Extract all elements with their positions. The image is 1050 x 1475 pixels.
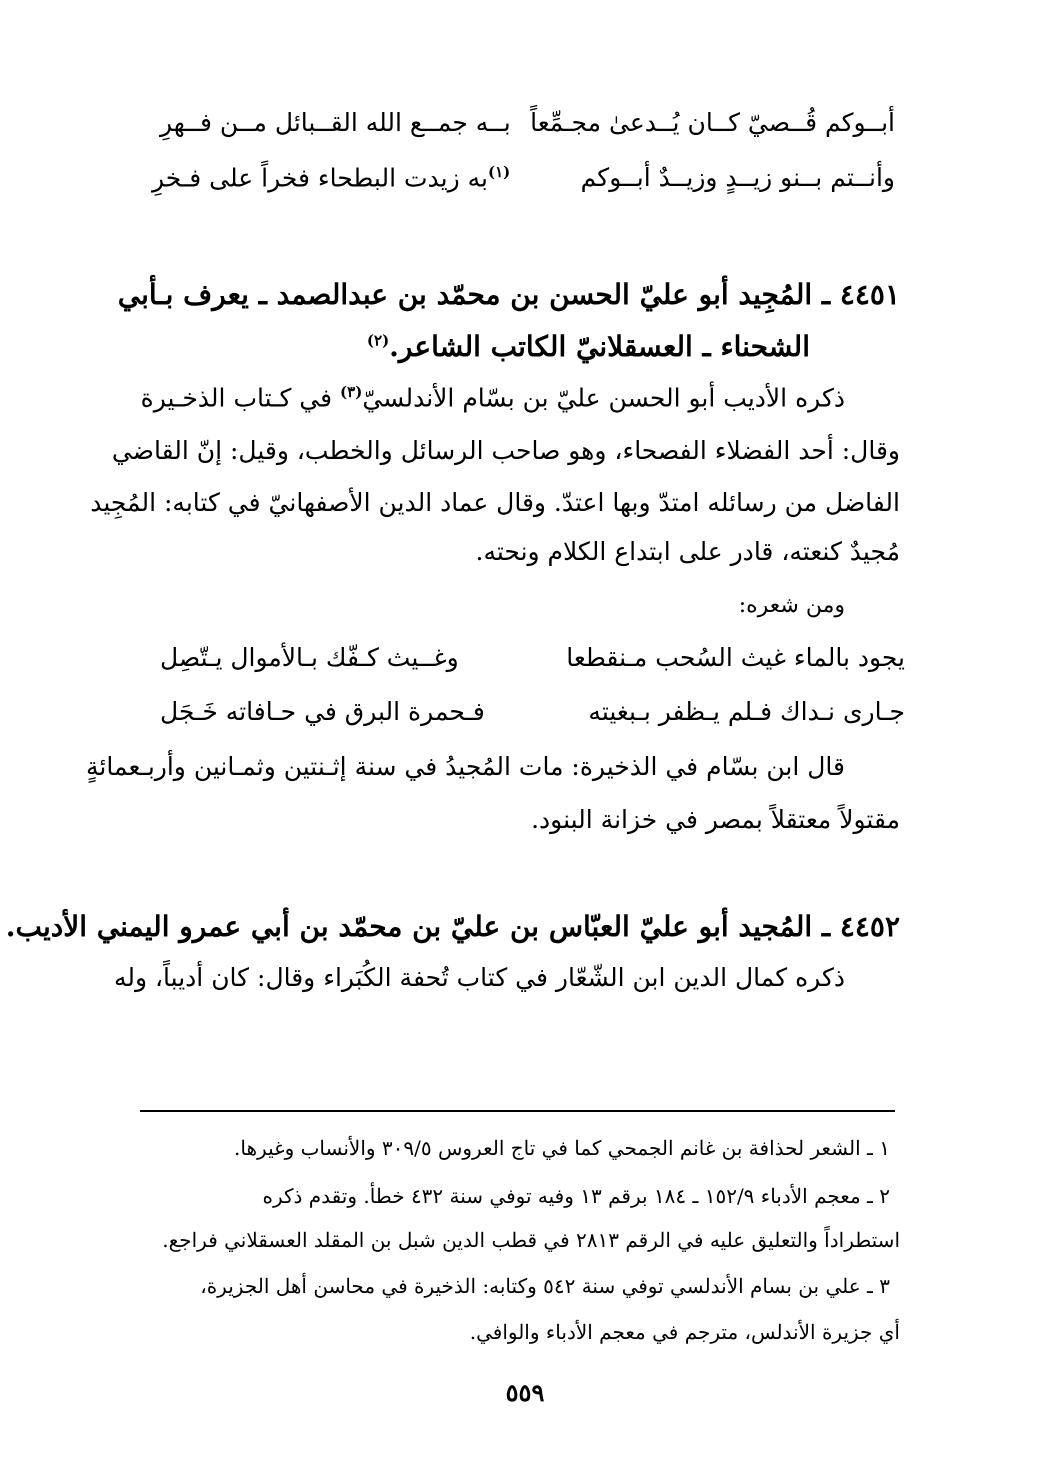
footnote-ref: (٣) — [340, 383, 363, 401]
page-number: ٥٥٩ — [505, 1378, 545, 1407]
footnote-divider — [140, 1110, 895, 1112]
verse-hemistich-second: فـحمرة البرق في حـافاته خَـجَل — [160, 697, 485, 726]
entry-4451-title-line2: الشحناء ـ العسقلانيّ الكاتب الشاعر.$^{(٢)}$ — [366, 330, 810, 363]
entry-4452-title: ٤٤٥٢ ـ المُجيد أبو عليّ العبّاس بن عليّ بن محمّد بن أبي عمرو اليمني الأديب. — [5, 910, 900, 943]
verse-hemistich-second: وغــيث كـفّك بـالأموال يـتّصِل — [160, 643, 459, 672]
verse-top-2 — [152, 163, 895, 197]
verse-top-1 — [160, 108, 895, 142]
verse-4451-1 — [160, 643, 905, 677]
footnote-2: ٢ ـ معجم الأدباء ١٥٢/٩ ـ ١٨٤ برقم ١٣ وفيه توفي سنة ٤٣٢ خطأ. وتقدم ذكره — [262, 1184, 890, 1208]
footnote-3-cont: أي جزيرة الأندلس، مترجم في معجم الأدباء والوافي. — [469, 1320, 900, 1344]
entry-4452-line1: ذكره كمال الدين ابن الشّعّار في كتاب تُحفة الكُبَراء وقال: كان أديباً، وله — [113, 963, 845, 992]
entry-4451-para1-line1: ذكره الأديب أبو الحسن عليّ بن بسّام الأندلسيّ$^{(٣)}$ في كـتاب الذخـيرة — [140, 383, 845, 413]
verse-hemistich-second: $^{(١)}$به زيدت البطحاء فخراً على فـخرِ — [152, 163, 511, 193]
verse-hemistich-second: بــه جمــع الله القــبائل مــن فــهرِ — [160, 108, 511, 137]
entry-4451-para1-line2: وقال: أحد الفضلاء الفصحاء، وهو صاحب الرسائل والخطب، وقيل: إنّ القاضي — [111, 436, 900, 465]
entry-4451-para1-line3: الفاضل من رسائله امتدّ وبها اعتدّ. وقال عماد الدين الأصفهانيّ في كتابه: المُجِيد — [90, 488, 900, 517]
verse-hemistich-first: أبــوكم قُــصيّ كــان يُــدعىٰ مجـمِّعاً — [530, 108, 895, 137]
verse-hemistich-first: جـارى نـداك فـلم يـظفر بـبغيته — [588, 697, 905, 726]
verse-4451-2 — [160, 697, 905, 731]
footnote-1: ١ ـ الشعر لحذافة بن غانم الجمحي كما في تاج العروس ٣٠٩/٥ والأنساب وغيرها. — [234, 1136, 890, 1160]
verse-hemistich-first: يجود بالماء غيث السُحب مـنقطعا — [566, 643, 905, 672]
footnote-2-cont: استطراداً والتعليق عليه في الرقم ٢٨١٣ في قطب الدين شبل بن المقلد العسقلاني فراجع. — [162, 1228, 900, 1252]
entry-4451-para1-line4: مُجيدٌ كنعته، قادر على ابتداع الكلام ونحته. — [475, 537, 900, 566]
poetry-intro: ومن شعره: — [738, 593, 845, 618]
footnote-3: ٣ ـ علي بن بسام الأندلسي توفي سنة ٥٤٢ وكتابه: الذخيرة في محاسن أهل الجزيرة، — [200, 1274, 890, 1298]
entry-4451-para2-line1: قال ابن بسّام في الذخيرة: مات المُجيدُ في سنة إثـنتين وثمـانين وأربـعمائةٍ — [86, 752, 845, 781]
footnote-ref: (٢) — [366, 331, 390, 350]
footnote-ref: (١) — [487, 163, 511, 181]
verse-hemistich-first: وأنــتم بــنو زيــدٍ وزيــدٌ أبــوكم — [580, 163, 895, 192]
entry-4451-para2-line2: مقتولاً معتقلاً بمصر في خزانة البنود. — [531, 805, 900, 834]
entry-4451-title-line1: ٤٤٥١ ـ المُجِيد أبو عليّ الحسن بن محمّد بن عبدالصمد ـ يعرف بـأبي — [117, 278, 900, 311]
